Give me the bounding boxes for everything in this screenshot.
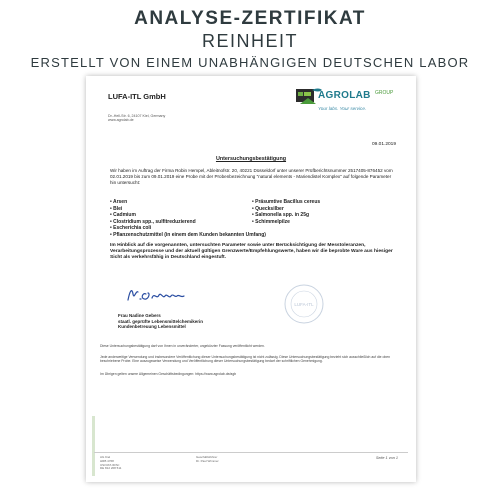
certificate-caption: ERSTELLT VON EINEM UNABHÄNGIGEN DEUTSCHEN LABOR	[30, 55, 470, 70]
website-line: www.agrolab.de	[108, 118, 134, 123]
parameter-item: • Clostridium spp., sulfitreduzierend	[110, 218, 196, 225]
logo-wordmark: AGROLAB	[318, 90, 371, 101]
parameter-item: • Salmonella spp. in 25g	[252, 212, 310, 219]
address-line: Dr.-Hell-Str. 6, 24107 Kiel, Germany	[108, 114, 166, 118]
footer-line: AG Kiel	[100, 455, 111, 459]
parameter-item: • Escherichia coli	[110, 225, 152, 232]
footer-registration	[100, 456, 121, 471]
signer-role: Kundenbetreuung Lebensmittel	[118, 324, 186, 329]
signer-block	[118, 313, 203, 330]
document-title: Untersuchungsbestätigung	[215, 156, 287, 162]
footer-divider	[94, 452, 408, 453]
fine-print-usage: Jede anderweitige Verwendung und insbesondere Veröffentlichung dieser Untersuchungsbestätigung ist nicht zulässig. Diese Untersuchungsbestätigung bezieht sich ausschließlich auf die oben beschriebene Probe. Eine auszugsweise Verwendung und Veröffentlichung dieser Untersuchungsbestätigung bedarf der schriftlichen Genehmigung.	[100, 355, 391, 364]
footer-line: Geschäftsführer	[196, 455, 218, 459]
company-name: LUFA-ITL GmbH	[108, 92, 166, 101]
certificate-heading: ANALYSE-ZERTIFIKAT	[134, 8, 366, 29]
parameter-item: • Pflanzenschutzmittel (in einem dem Kunden bekannten Umfang)	[110, 231, 266, 238]
parameter-item: • Schimmelpilze	[252, 218, 290, 225]
signer-name: Frau Nadine Gebers	[118, 313, 161, 318]
parameter-item: • Präsumtive Bacillus cereus	[252, 199, 321, 205]
lab-stamp	[282, 282, 326, 326]
footer-line: DE 812 208 511	[100, 466, 122, 471]
company-address	[108, 114, 165, 123]
certificate-subheading: REINHEIT	[201, 31, 298, 51]
conclusion-statement: Im Hinblick auf die vorgenannten, untersuchten Parameter sowie unter Berücksichtigung der Messtoleranzen, Verarbeitungsprozesse und der aktuell gültigen Grenzwerte/Empfehlungswerte, haben wir die beprobte Ware aus hiesiger Sicht als verkehrsfähig in Deutschland eingestuft.	[110, 243, 393, 261]
intro-paragraph: Wir haben im Auftrag der Firma Robin Hempel, Ableitnofstr. 20, 40221 Düsseldorf unter unserer Prüfberichtsnummer 2517405-876452 vom 02.01.2019 bis zum 09.01.2019 eine Probe mit der Probenbezeichnung "natural elements - Mariendistel Komplex" auf folgende Parameter hin untersucht:	[110, 168, 393, 185]
parameter-item: • Arsen	[110, 199, 128, 205]
stamp-text: LUFA-ITL	[294, 302, 314, 307]
parameter-item: • Quecksilber	[252, 205, 284, 212]
page-number: Seite 1 von 1	[375, 456, 398, 460]
footer-line: Dr. Paul Wimmer	[196, 458, 219, 463]
logo-group-label: GROUP	[375, 90, 394, 96]
footer-line: USt/VAT-ID/Nr:	[100, 462, 120, 467]
parameter-column-right	[252, 199, 402, 225]
parameter-item: • Cadmium	[110, 212, 136, 219]
side-stripe	[90, 416, 98, 476]
logo-tagline: Your labs. Your service.	[318, 106, 367, 111]
footer-management	[196, 456, 219, 464]
parameter-column-left	[110, 199, 266, 239]
document-date: 09.01.2019	[371, 142, 396, 147]
footer-line: HRB 4768	[100, 458, 114, 463]
fine-print-publication: Diese Untersuchungsbestätigung darf von Ihnen in unveränderter, ungekürzter Fassung veröffentlicht werden.	[100, 344, 265, 348]
signer-title: staatl. geprüfte Lebensmittelchemikerin	[118, 318, 204, 324]
lab-certificate-document	[86, 76, 416, 482]
fine-print-terms: Im Übrigen gelten unsere Allgemeinen Geschäftsbedingungen: https://www.agrolab.de/agb	[100, 372, 237, 376]
parameter-item: • Blei	[110, 205, 123, 212]
handwritten-signature	[124, 284, 194, 306]
